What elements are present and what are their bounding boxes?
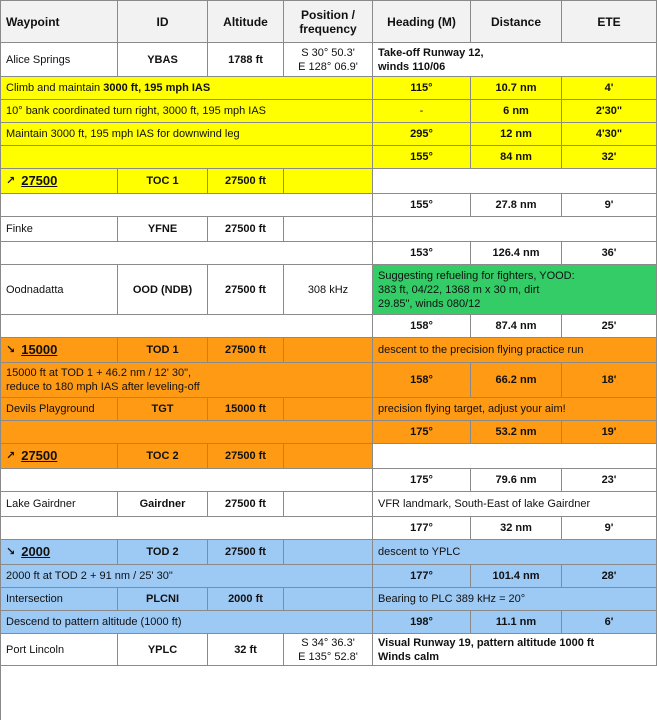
row-1-cell-0 — [1, 77, 373, 100]
row-7-cell-1: YFNE — [118, 217, 208, 242]
row-14-cell-2: 53.2 nm — [471, 421, 562, 444]
header-distance: Distance — [471, 1, 562, 43]
row-16-cell-3: 23' — [562, 469, 657, 492]
climb-arrow-icon: ↗ — [6, 450, 16, 462]
row-3-cell-3: 4'30" — [562, 123, 657, 146]
row-23-cell-1: YPLC — [118, 634, 208, 666]
row-6-cell-3: 9' — [562, 194, 657, 217]
row-14-cell-3: 19' — [562, 421, 657, 444]
row-16-cell-0 — [1, 469, 373, 492]
row-19-cell-0 — [1, 540, 118, 565]
altitude-target: 15000 — [21, 342, 58, 357]
row-16-cell-2: 79.6 nm — [471, 469, 562, 492]
row-2-cell-2: 6 nm — [471, 100, 562, 123]
row-11-cell-1: TOD 1 — [118, 338, 208, 363]
row-3-cell-1: 295° — [373, 123, 471, 146]
row-17-cell-0: Lake Gairdner — [1, 492, 118, 517]
row-7-cell-3 — [284, 217, 373, 242]
row-8-cell-2: 126.4 nm — [471, 242, 562, 265]
row-13-cell-4: precision flying target, adjust your aim! — [373, 398, 657, 421]
row-1-cell-3: 4' — [562, 77, 657, 100]
row-2-cell-3: 2'30" — [562, 100, 657, 123]
row-0-cell-1: YBAS — [118, 43, 208, 77]
row-14-cell-0 — [1, 421, 373, 444]
row-4-cell-3: 32' — [562, 146, 657, 169]
row-3-cell-0: Maintain 3000 ft, 195 mph IAS for downwind leg — [1, 123, 373, 146]
row-9-cell-4: Suggesting refueling for fighters, YOOD: 383 ft, 04/22, 1368 m x 30 m, dirt 29.85", winds 080/12 — [373, 265, 657, 315]
row-19-cell-4: descent to YPLC — [373, 540, 657, 565]
row-10-cell-3: 25' — [562, 315, 657, 338]
instruction-text: Climb and maintain — [6, 82, 104, 94]
row-21-cell-4: Bearing to PLC 389 kHz = 20° — [373, 588, 657, 611]
row-10-cell-1: 158° — [373, 315, 471, 338]
header-heading: Heading (M) — [373, 1, 471, 43]
row-0-cell-3: S 30° 50.3' E 128° 06.9' — [284, 43, 373, 77]
row-19-cell-1: TOD 2 — [118, 540, 208, 565]
row-9-cell-1: OOD (NDB) — [118, 265, 208, 315]
row-5-cell-4 — [373, 169, 657, 194]
altitude-target: 27500 — [21, 448, 58, 463]
header-ete: ETE — [562, 1, 657, 43]
row-12-cell-3: 18' — [562, 363, 657, 398]
row-11-cell-0 — [1, 338, 118, 363]
row-13-cell-2: 15000 ft — [208, 398, 284, 421]
row-4-cell-2: 84 nm — [471, 146, 562, 169]
row-6-cell-1: 155° — [373, 194, 471, 217]
row-3-cell-2: 12 nm — [471, 123, 562, 146]
row-20-cell-0: 2000 ft at TOD 2 + 91 nm / 25' 30" — [1, 565, 373, 588]
header-position: Position / frequency — [284, 1, 373, 43]
row-18-cell-2: 32 nm — [471, 517, 562, 540]
row-7-cell-4 — [373, 217, 657, 242]
row-17-cell-2: 27500 ft — [208, 492, 284, 517]
row-22-cell-0: Descend to pattern altitude (1000 ft) — [1, 611, 373, 634]
row-17-cell-3 — [284, 492, 373, 517]
row-21-cell-0: Intersection — [1, 588, 118, 611]
header-id: ID — [118, 1, 208, 43]
row-0-cell-0: Alice Springs — [1, 43, 118, 77]
descent-arrow-icon: ↘ — [6, 344, 16, 356]
row-22-cell-1: 198° — [373, 611, 471, 634]
row-2-cell-1: - — [373, 100, 471, 123]
row-6-cell-0 — [1, 194, 373, 217]
row-19-cell-3 — [284, 540, 373, 565]
row-9-cell-0: Oodnadatta — [1, 265, 118, 315]
row-4-cell-1: 155° — [373, 146, 471, 169]
instruction-emphasis: 3000 ft, 195 mph IAS — [103, 82, 211, 94]
row-8-cell-0 — [1, 242, 373, 265]
altitude-target: 27500 — [21, 173, 58, 188]
climb-arrow-icon: ↗ — [6, 175, 16, 187]
row-5-cell-0 — [1, 169, 118, 194]
row-2-cell-0: 10° bank coordinated turn right, 3000 ft, 195 mph IAS — [1, 100, 373, 123]
row-12-cell-2: 66.2 nm — [471, 363, 562, 398]
row-20-cell-3: 28' — [562, 565, 657, 588]
row-10-cell-0 — [1, 315, 373, 338]
row-11-cell-2: 27500 ft — [208, 338, 284, 363]
row-15-cell-1: TOC 2 — [118, 444, 208, 469]
row-5-cell-3 — [284, 169, 373, 194]
row-10-cell-2: 87.4 nm — [471, 315, 562, 338]
row-23-cell-4: Visual Runway 19, pattern altitude 1000 ft Winds calm — [373, 634, 657, 666]
row-19-cell-2: 27500 ft — [208, 540, 284, 565]
row-14-cell-1: 175° — [373, 421, 471, 444]
row-18-cell-0 — [1, 517, 373, 540]
row-11-cell-3 — [284, 338, 373, 363]
header-waypoint: Waypoint — [1, 1, 118, 43]
row-0-cell-2: 1788 ft — [208, 43, 284, 77]
row-17-cell-1: Gairdner — [118, 492, 208, 517]
row-8-cell-3: 36' — [562, 242, 657, 265]
row-5-cell-2: 27500 ft — [208, 169, 284, 194]
row-13-cell-0: Devils Playground — [1, 398, 118, 421]
row-5-cell-1: TOC 1 — [118, 169, 208, 194]
row-15-cell-3 — [284, 444, 373, 469]
row-9-cell-3: 308 kHz — [284, 265, 373, 315]
row-23-cell-3: S 34° 36.3' E 135° 52.8' — [284, 634, 373, 666]
row-11-cell-4: descent to the precision flying practice run — [373, 338, 657, 363]
row-0-cell-4: Take-off Runway 12, winds 110/06 — [373, 43, 657, 77]
row-15-cell-2: 27500 ft — [208, 444, 284, 469]
row-13-cell-1: TGT — [118, 398, 208, 421]
row-18-cell-3: 9' — [562, 517, 657, 540]
row-22-cell-2: 11.1 nm — [471, 611, 562, 634]
row-1-cell-1: 115° — [373, 77, 471, 100]
row-4-cell-0 — [1, 146, 373, 169]
altitude-target: 2000 — [21, 544, 51, 559]
row-20-cell-2: 101.4 nm — [471, 565, 562, 588]
row-15-cell-0 — [1, 444, 118, 469]
row-8-cell-1: 153° — [373, 242, 471, 265]
row-23-cell-0: Port Lincoln — [1, 634, 118, 666]
row-20-cell-1: 177° — [373, 565, 471, 588]
row-16-cell-1: 175° — [373, 469, 471, 492]
row-7-cell-2: 27500 ft — [208, 217, 284, 242]
row-17-cell-4: VFR landmark, South-East of lake Gairdner — [373, 492, 657, 517]
row-21-cell-3 — [284, 588, 373, 611]
row-18-cell-1: 177° — [373, 517, 471, 540]
row-12-cell-1: 158° — [373, 363, 471, 398]
descent-arrow-icon: ↘ — [6, 546, 16, 558]
row-9-cell-2: 27500 ft — [208, 265, 284, 315]
row-6-cell-2: 27.8 nm — [471, 194, 562, 217]
row-7-cell-0: Finke — [1, 217, 118, 242]
row-22-cell-3: 6' — [562, 611, 657, 634]
header-altitude: Altitude — [208, 1, 284, 43]
row-13-cell-3 — [284, 398, 373, 421]
row-15-cell-4 — [373, 444, 657, 469]
row-23-cell-2: 32 ft — [208, 634, 284, 666]
row-21-cell-1: PLCNI — [118, 588, 208, 611]
row-12-cell-0: 15000 ft at TOD 1 + 46.2 nm / 12' 30", reduce to 180 mph IAS after leveling-off — [1, 363, 373, 398]
row-21-cell-2: 2000 ft — [208, 588, 284, 611]
row-1-cell-2: 10.7 nm — [471, 77, 562, 100]
